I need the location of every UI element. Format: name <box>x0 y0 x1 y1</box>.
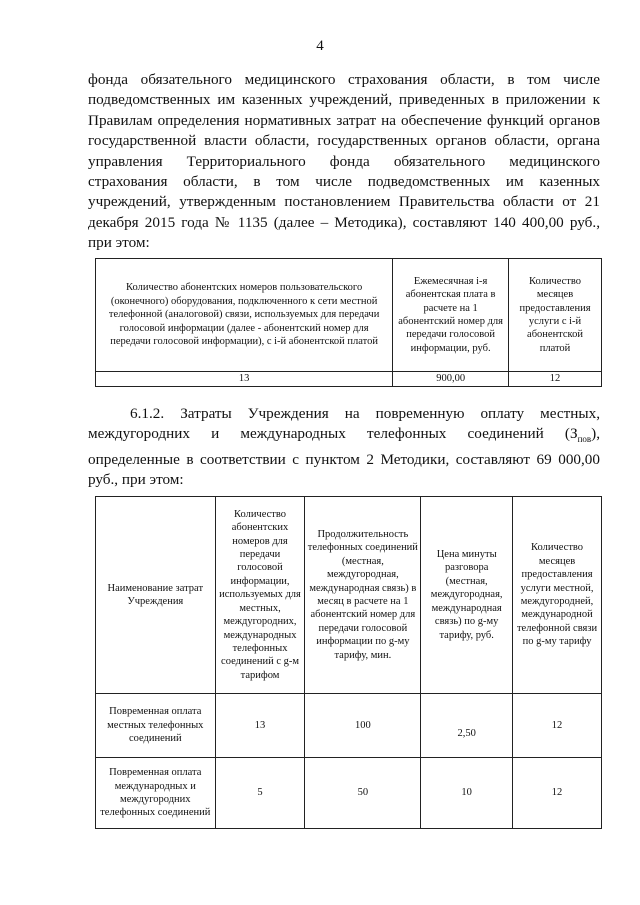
table-row <box>96 694 602 758</box>
table-header-cell: Цена минуты разговора (местная, междугородная, международная связь) по g-му тарифу, руб. <box>421 497 513 694</box>
text-line: определенные в соответствии с пунктом 2 Методики, составляют 69 000,00 <box>88 450 600 468</box>
table-cell: 900,00 <box>393 372 509 387</box>
time-based-calls-table <box>95 496 602 829</box>
table-cell: 50 <box>305 758 421 829</box>
subscription-fee-table <box>95 258 602 387</box>
table-cell: 2,50 <box>421 694 513 758</box>
text-line: страхования области, в том числе подведомственных им казенных <box>88 173 600 191</box>
paragraph-6-1-2 <box>88 404 600 491</box>
text-line: руб., при этом: <box>88 471 184 489</box>
paragraph-intro <box>88 70 600 254</box>
text-line: управления Территориального фонда обязательного медицинского <box>88 152 600 170</box>
table-cell: Повременная оплата местных телефонных соединений <box>96 694 216 758</box>
page-number: 4 <box>316 38 324 54</box>
table-header-cell: Ежемесячная i-я абонентская плата в расчете на 1 абонентский номер для передачи голосовой информации, руб. <box>393 259 509 372</box>
text-fragment: междугородних и международных телефонных соединений (З <box>88 425 578 443</box>
text-line: 6.1.2. Затраты Учреждения на повременную оплату местных, <box>130 405 600 422</box>
table-header-row <box>96 497 602 694</box>
text-line: при этом: <box>88 234 150 252</box>
table-header-cell: Наименование затрат Учреждения <box>96 497 216 694</box>
table-header-cell: Продолжительность телефонных соединений (местная, междугородная, международная связь) в месяц в расчете на 1 абонентский номер для передачи голосовой информации по g-му тарифу, мин. <box>305 497 421 694</box>
text-line: подведомственных им казенных учреждений, приведенных в приложении к <box>88 91 600 109</box>
table-cell: Повременная оплата международных и междугородних телефонных соединений <box>96 758 216 829</box>
text-line <box>88 424 600 449</box>
table-cell: 10 <box>421 758 513 829</box>
text-fragment: ), <box>591 425 600 443</box>
table-cell: 13 <box>96 372 393 387</box>
table-cell: 100 <box>305 694 421 758</box>
table-header-row <box>96 259 602 372</box>
table-cell: 13 <box>215 694 305 758</box>
table-row <box>96 758 602 829</box>
table-row <box>96 372 602 387</box>
table-cell: 5 <box>215 758 305 829</box>
table-header-cell: Количество абонентских номеров для передачи голосовой информации, используемых для местных, междугородних, международных телефонных соединений с g-м тарифом <box>215 497 305 694</box>
text-line: фонда обязательного медицинского страхования области, в том числе <box>88 71 600 88</box>
table-cell: 12 <box>513 758 602 829</box>
text-line: государственной власти области, государственных органов области, органа <box>88 132 600 150</box>
text-line: декабря 2015 года № 1135 (далее – Методика), составляют 140 400,00 руб., <box>88 213 600 231</box>
text-line: Правилам определения нормативных затрат на обеспечение функций органов <box>88 111 600 129</box>
subscript: пов <box>577 434 592 445</box>
table-header-cell: Количество месяцев предоставления услуги с i-й абонентской платой <box>509 259 602 372</box>
table-header-cell: Количество абонентских номеров пользовательского (оконечного) оборудования, подключенного к сети местной телефонной (аналоговой) связи, используемых для передачи голосовой информации (далее - абонентский номер для передачи голосовой информации), с i-й абонентской платой <box>96 259 393 372</box>
table-cell: 12 <box>513 694 602 758</box>
table-header-cell: Количество месяцев предоставления услуги местной, междугородней, международной телефонной связи по g-му тарифу <box>513 497 602 694</box>
table-cell: 12 <box>509 372 602 387</box>
text-line: учреждений, утвержденным постановлением Правительства области от 21 <box>88 193 600 211</box>
